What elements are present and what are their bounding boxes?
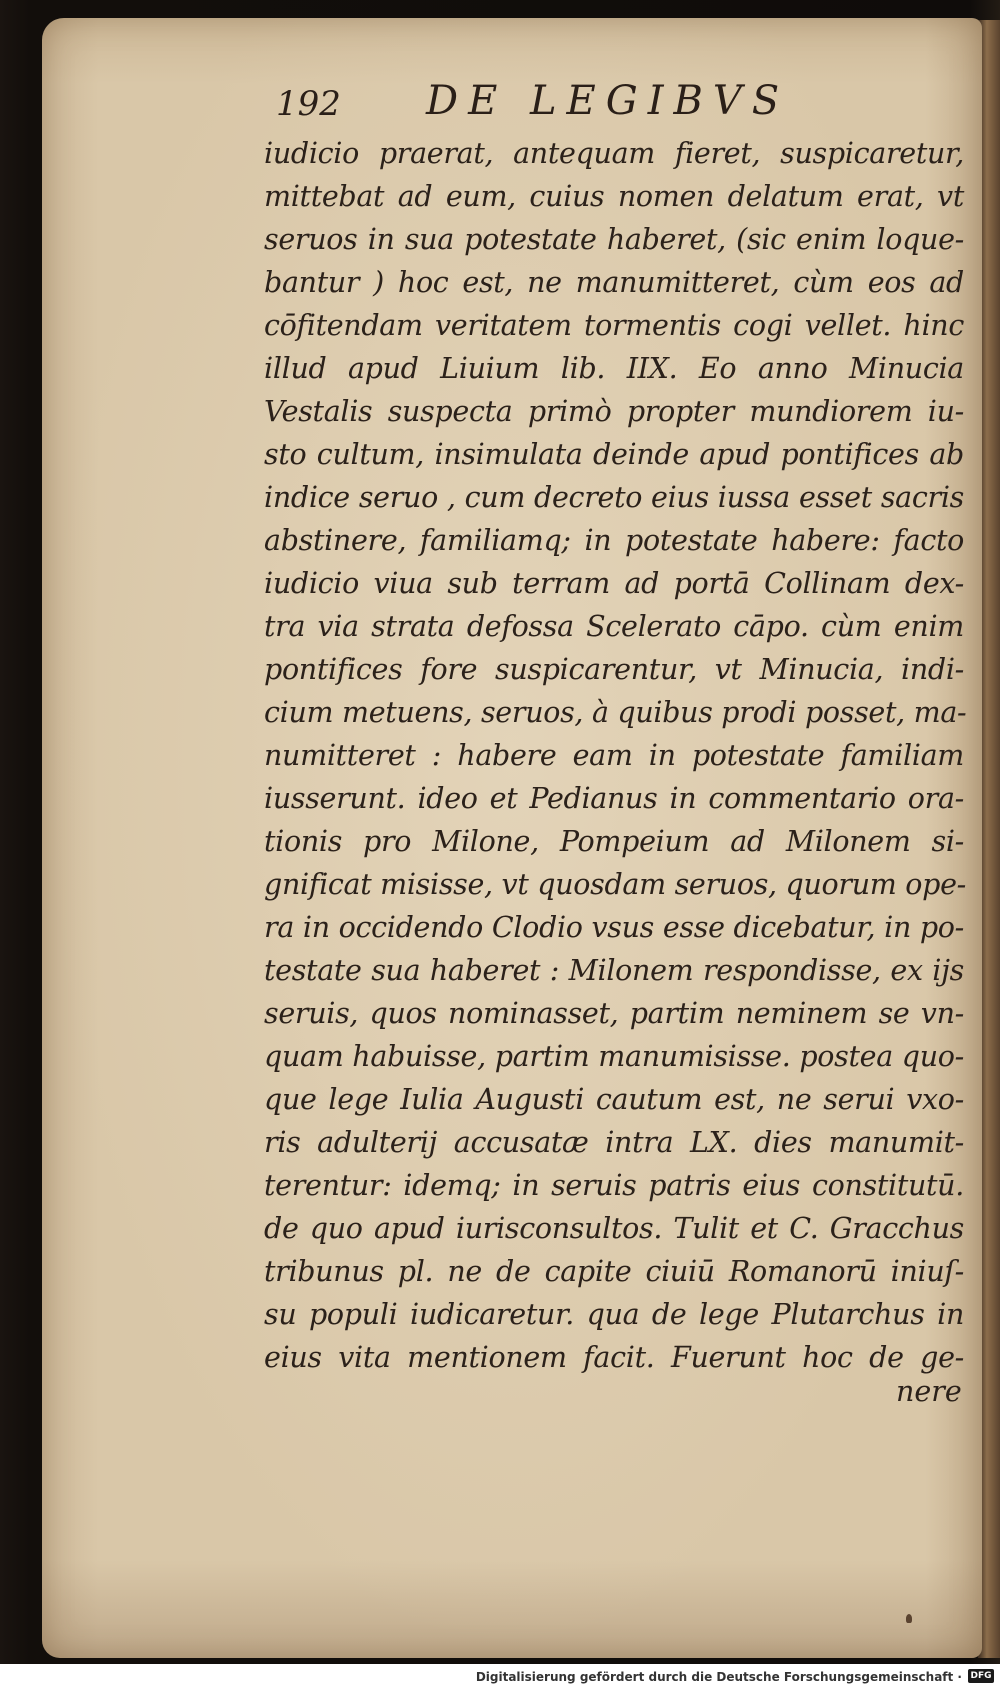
funding-credit: Digitalisierung gefördert durch die Deutsche Forschungsgemeinschaft · <box>475 1670 962 1684</box>
paper-blemish <box>906 1614 912 1623</box>
body-text <box>264 132 967 1379</box>
text-line: iudicio praerat, antequam fieret, suspicaretur, <box>264 137 964 170</box>
page-number: 192 <box>276 84 341 124</box>
text-line: sto cultum, insimulata deinde apud pontifices ab <box>264 438 964 471</box>
running-head <box>276 78 956 138</box>
text-line: tribunus pl. ne de capite ciuiū Romanorū iniuſ- <box>264 1255 964 1288</box>
running-head-title: DE LEGIBVS <box>426 78 790 124</box>
catchword: nere <box>896 1375 962 1408</box>
text-line: Vestalis suspecta primò propter mundiorem iu- <box>264 395 964 428</box>
digitization-footer <box>0 1664 1000 1691</box>
dfg-logo-icon: DFG <box>968 1669 994 1683</box>
text-line: quam habuisse, partim manumisisse. postea quo- <box>264 1040 964 1073</box>
text-line: bantur ) hoc est, ne manumitteret, cùm eos ad <box>264 266 964 299</box>
text-line: pontifices fore suspicarentur, vt Minucia, indi- <box>264 653 964 686</box>
text-line: terentur: idemq; in seruis patris eius constitutū. <box>264 1169 964 1202</box>
text-line: mittebat ad eum, cuius nomen delatum erat, vt <box>264 180 964 213</box>
text-line: cium metuens, seruos, à quibus prodi posset, ma- <box>264 696 967 729</box>
text-line: ra in occidendo Clodio vsus esse dicebatur, in po- <box>264 911 964 944</box>
text-line: gnificat misisse, vt quosdam seruos, quorum ope- <box>264 868 966 901</box>
text-line: que lege Iulia Augusti cautum est, ne serui vxo- <box>264 1083 964 1116</box>
text-line: seruos in sua potestate haberet, (sic enim loque- <box>264 223 964 256</box>
text-line: tra via strata defossa Scelerato cāpo. cùm enim <box>264 610 964 643</box>
text-line: numitteret : habere eam in potestate familiam <box>264 739 964 772</box>
text-line: de quo apud iurisconsultos. Tulit et C. Gracchus <box>264 1212 964 1245</box>
text-line: su populi iudicaretur. qua de lege Plutarchus in <box>264 1298 964 1331</box>
text-line: ris adulterij accusatæ intra LX. dies manumit- <box>264 1126 964 1159</box>
text-line: illud apud Liuium lib. IIX. Eo anno Minucia <box>264 352 964 385</box>
text-line: abstinere, familiamq; in potestate habere: facto <box>264 524 964 557</box>
text-line: eius vita mentionem facit. Fuerunt hoc de ge- <box>264 1341 964 1374</box>
text-line: seruis, quos nominasset, partim neminem se vn- <box>264 997 964 1030</box>
text-line: cōfitendam veritatem tormentis cogi vellet. hinc <box>264 309 964 342</box>
text-line: iusserunt. ideo et Pedianus in commentario ora- <box>264 782 964 815</box>
text-line: indice seruo , cum decreto eius iussa esset sacris <box>264 481 964 514</box>
text-line: tionis pro Milone, Pompeium ad Milonem si- <box>264 825 964 858</box>
text-line: iudicio viua sub terram ad portā Collinam dex- <box>264 567 964 600</box>
text-line: testate sua haberet : Milonem respondisse, ex ijs <box>264 954 964 987</box>
